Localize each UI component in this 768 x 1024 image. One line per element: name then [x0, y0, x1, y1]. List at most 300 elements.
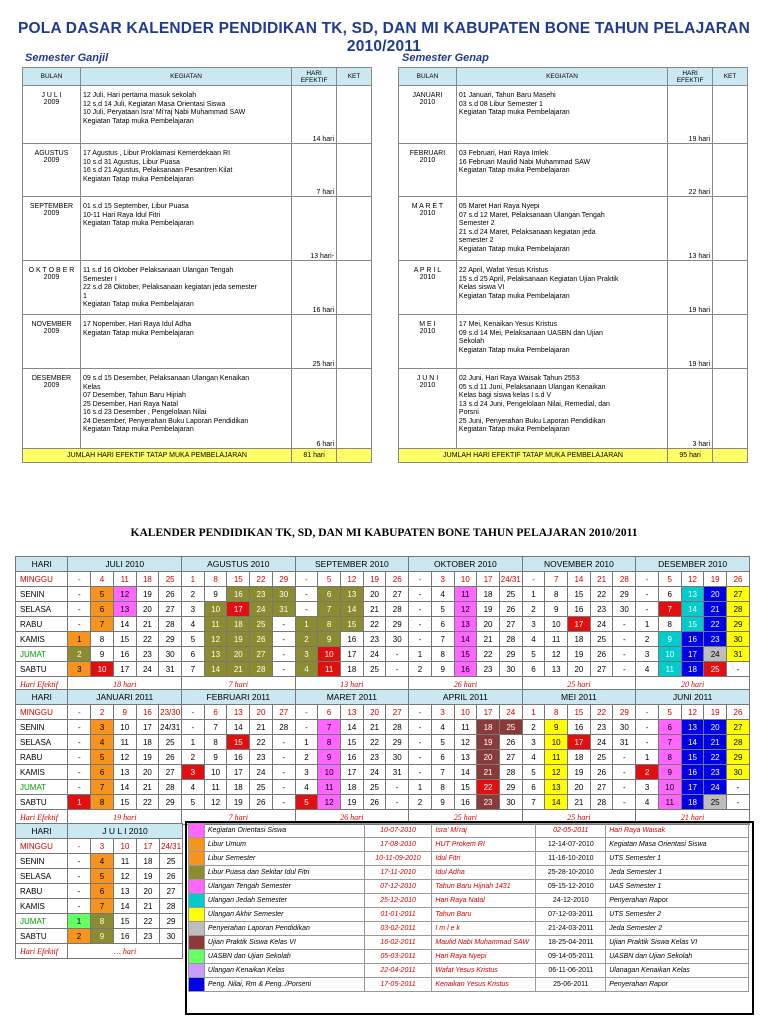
date-cell: 11 — [658, 795, 681, 810]
effective-days: 14 hari — [292, 86, 337, 144]
date-cell: 15 — [113, 632, 136, 647]
date-cell: 16 — [227, 587, 250, 602]
event-date: 25-28-10-2010 — [536, 866, 606, 880]
date-cell: 24 — [704, 780, 727, 795]
month-year: 2009 — [43, 99, 60, 106]
day-row — [16, 869, 183, 884]
date-cell: - — [68, 869, 91, 884]
date-cell: 16 — [454, 662, 477, 677]
date-cell: 2 — [182, 587, 205, 602]
date-cell: 31 — [272, 602, 295, 617]
calendar-title: KALENDER PENDIDIKAN TK, SD, DAN MI KABUPATEN BONE TAHUN PELAJARAN 2010/2011 — [130, 527, 638, 539]
date-cell: 30 — [499, 795, 522, 810]
date-cell: 2 — [295, 750, 318, 765]
date-cell: 3 — [91, 720, 114, 735]
date-cell: - — [272, 662, 295, 677]
total-row — [399, 449, 748, 463]
holiday-date: 16-02-2011 — [364, 936, 432, 950]
date-cell: 22 — [590, 587, 613, 602]
date-cell: 1 — [182, 572, 205, 587]
date-cell: 10 — [545, 617, 568, 632]
date-cell: 7 — [318, 602, 341, 617]
date-cell: 9 — [91, 647, 114, 662]
date-cell: 26 — [250, 632, 273, 647]
date-cell: 16 — [114, 929, 137, 944]
date-cell: 2 — [409, 662, 432, 677]
date-cell: 10 — [113, 720, 136, 735]
date-cell: 18 — [681, 662, 704, 677]
month-name: A P R I L — [413, 267, 442, 274]
activity-line: semester 2 — [458, 237, 494, 244]
legend-row — [189, 852, 749, 866]
date-cell: 30 — [386, 632, 409, 647]
date-cell: 26 — [386, 572, 409, 587]
activity-line: 22 April, Wafat Yesus Kristus — [458, 267, 549, 274]
legend-row — [189, 894, 749, 908]
date-cell: 25 — [159, 735, 182, 750]
day-name: JUMAT — [16, 780, 68, 795]
date-cell: 8 — [658, 617, 681, 632]
total-label: JUMLAH HARI EFEKTIF TATAP MUKA PEMBELAJARAN — [399, 449, 668, 463]
date-cell: 11 — [658, 662, 681, 677]
activity-line: 21 s.d 24 Maret, Pelaksanaan kegiatan jeda — [458, 228, 596, 236]
date-cell: 1 — [409, 647, 432, 662]
holiday-name: HUT Prokem RI — [432, 838, 536, 852]
legend-swatch — [189, 894, 205, 908]
event-name: UTS Semester 1 — [606, 852, 749, 866]
date-cell: 19 — [227, 795, 250, 810]
month-row — [399, 369, 748, 449]
effective-days: 18 hari — [68, 677, 182, 692]
effective-days: 19 hari — [668, 86, 713, 144]
date-cell: - — [272, 735, 295, 750]
date-cell: 25 — [363, 780, 386, 795]
date-cell: 9 — [318, 750, 341, 765]
date-cell: - — [613, 662, 636, 677]
month-cell — [399, 315, 457, 369]
date-cell: 18 — [477, 720, 500, 735]
date-cell: 23 — [137, 929, 160, 944]
activity-line: 15 s.d 25 April, Pelaksanaan Kegiatan Ujian Praktik — [458, 275, 619, 283]
date-cell: - — [182, 720, 205, 735]
date-cell: 13 — [681, 587, 704, 602]
event-date: 07-12-03-2011 — [536, 908, 606, 922]
activity-line: 1 — [82, 292, 87, 300]
date-cell: 14 — [545, 795, 568, 810]
date-cell: 22 — [704, 617, 727, 632]
date-cell: 7 — [522, 795, 545, 810]
date-cell: - — [68, 572, 91, 587]
event-date: 12-14-07-2010 — [536, 838, 606, 852]
date-cell: 6 — [204, 705, 227, 720]
legend-row — [189, 880, 749, 894]
date-cell: 4 — [431, 587, 454, 602]
month-cell — [23, 261, 81, 315]
day-row — [16, 765, 750, 780]
date-cell: 18 — [227, 780, 250, 795]
date-cell: 4 — [636, 662, 659, 677]
date-cell: - — [295, 587, 318, 602]
activities-cell — [456, 315, 667, 369]
date-cell: 12 — [318, 795, 341, 810]
date-cell: 4 — [522, 750, 545, 765]
date-cell: 9 — [318, 632, 341, 647]
day-name: KAMIS — [16, 632, 68, 647]
date-cell: 25 — [704, 662, 727, 677]
date-cell: 12 — [113, 587, 136, 602]
activity-line: Kegiatan Tatap muka Pembelajaran — [82, 426, 194, 433]
holiday-name: Isra' Mi'raj — [432, 824, 536, 838]
day-name: MINGGU — [16, 705, 68, 720]
date-cell: 28 — [159, 780, 182, 795]
activity-line: 13 s.d 24 Juni, Pengelolaan Nilai, Remedial, dan — [458, 400, 610, 408]
date-cell: 3 — [522, 617, 545, 632]
date-cell: 22 — [363, 735, 386, 750]
date-cell: 4 — [182, 617, 205, 632]
activity-line: Kelas bagi siswa kelas I s.d V — [458, 392, 552, 399]
date-cell: 15 — [340, 735, 363, 750]
date-cell: 8 — [431, 647, 454, 662]
month-year: 2009 — [43, 382, 60, 389]
ket-cell — [337, 197, 372, 261]
date-cell: 21 — [477, 765, 500, 780]
day-name: SELASA — [16, 869, 68, 884]
date-cell: - — [68, 839, 91, 854]
legend-label: UASBN dan Ujian Sekolah — [204, 950, 364, 964]
date-cell: 24 — [704, 647, 727, 662]
date-cell: - — [613, 765, 636, 780]
date-cell: 25 — [704, 795, 727, 810]
date-cell: 21 — [568, 795, 591, 810]
date-cell: 15 — [454, 647, 477, 662]
date-cell: 28 — [160, 899, 183, 914]
date-cell: 16 — [568, 720, 591, 735]
month-name: AGUSTUS — [34, 150, 69, 157]
effective-days: 3 hari — [668, 369, 713, 449]
month-header: JULI 2010 — [68, 557, 182, 572]
activity-line: Kegiatan Tatap muka Pembelajaran — [458, 292, 570, 300]
date-cell: 21 — [136, 780, 159, 795]
ket-cell — [713, 86, 748, 144]
col-ket: KET — [337, 68, 372, 86]
date-cell: 20 — [136, 765, 159, 780]
date-cell: - — [636, 705, 659, 720]
month-row — [399, 144, 748, 197]
date-cell: 20 — [704, 720, 727, 735]
month-row — [399, 315, 748, 369]
day-name: SABTU — [16, 795, 68, 810]
date-cell: 23 — [250, 750, 273, 765]
legend-label: Libur Puasa dan Sekitar Idul Fitri — [204, 866, 364, 880]
date-cell: - — [636, 602, 659, 617]
calendar-grid-3 — [15, 823, 183, 959]
date-cell: 17 — [227, 765, 250, 780]
date-cell: 31 — [386, 765, 409, 780]
date-cell: 10 — [204, 765, 227, 780]
day-name: SABTU — [16, 929, 68, 944]
date-cell: 24/31 — [160, 839, 183, 854]
date-cell: 5 — [182, 795, 205, 810]
holiday-date: 03-02-2011 — [364, 922, 432, 936]
date-cell: 23 — [704, 632, 727, 647]
date-cell: 29 — [159, 795, 182, 810]
date-cell: 23 — [363, 750, 386, 765]
date-cell: 13 — [681, 720, 704, 735]
date-cell: 7 — [545, 572, 568, 587]
legend-swatch — [189, 866, 205, 880]
date-cell: - — [272, 750, 295, 765]
legend-swatch — [189, 978, 205, 992]
legend-swatch — [189, 908, 205, 922]
date-cell: 25 — [250, 617, 273, 632]
activity-line: 01 s.d 15 September, Libur Puasa — [82, 203, 189, 210]
activities-cell — [80, 315, 291, 369]
date-cell: - — [636, 572, 659, 587]
date-cell: 2 — [636, 632, 659, 647]
date-cell: 19 — [568, 765, 591, 780]
date-cell: 21 — [136, 617, 159, 632]
holiday-name: Idul Fitri — [432, 852, 536, 866]
total-label: JUMLAH HARI EFEKTIF TATAP MUKA PEMBELAJARAN — [23, 449, 292, 463]
date-cell: 5 — [522, 765, 545, 780]
date-cell: 23 — [136, 647, 159, 662]
date-cell: 8 — [91, 914, 114, 929]
date-cell: 13 — [545, 780, 568, 795]
day-row — [16, 662, 750, 677]
month-header: JUNI 2011 — [636, 690, 750, 705]
date-cell: 26 — [159, 750, 182, 765]
month-row — [23, 86, 372, 144]
date-cell: 15 — [454, 780, 477, 795]
day-name: KAMIS — [16, 899, 68, 914]
legend-row — [189, 978, 749, 992]
date-cell: 4 — [182, 780, 205, 795]
activity-line: Kelas — [82, 383, 101, 391]
date-cell: 27 — [159, 765, 182, 780]
hari-efektif-label: Hari Efektif — [16, 944, 68, 959]
date-cell: 23 — [477, 795, 500, 810]
date-cell: 1 — [68, 914, 91, 929]
activity-line: 16 Februari Maulid Nabi Muhammad SAW — [458, 158, 591, 166]
date-cell: 6 — [658, 587, 681, 602]
activity-line: 03 Februari, Hari Raya Imlek — [458, 150, 549, 157]
effective-days: 7 hari — [292, 144, 337, 197]
holiday-date: 17-08-2010 — [364, 838, 432, 852]
date-cell: 22 — [590, 705, 613, 720]
total-ket — [337, 449, 372, 463]
activity-line: 01 Januari, Tahun Baru Masehi — [458, 92, 556, 99]
date-cell: 17 — [681, 647, 704, 662]
date-cell: - — [272, 765, 295, 780]
date-cell: 27 — [590, 662, 613, 677]
date-cell: 17 — [136, 720, 159, 735]
activity-line: 24 Desember, Penyerahan Buku Laporan Pendidikan — [82, 417, 249, 425]
date-cell: - — [613, 632, 636, 647]
legend-row — [189, 936, 749, 950]
month-year: 2010 — [419, 157, 436, 164]
month-year: 2009 — [43, 328, 60, 335]
date-cell: 4 — [91, 854, 114, 869]
date-cell: 2 — [522, 720, 545, 735]
date-cell: 5 — [522, 647, 545, 662]
activity-line: Semester 2 — [458, 220, 495, 227]
date-cell: 31 — [613, 735, 636, 750]
date-cell: 28 — [499, 632, 522, 647]
date-cell: 18 — [136, 735, 159, 750]
date-cell: 25 — [250, 780, 273, 795]
date-cell: 27 — [160, 884, 183, 899]
activity-line: 12 Juli, Hari pertama masuk sekolah — [82, 92, 197, 99]
date-cell: 16 — [681, 765, 704, 780]
date-cell: 5 — [295, 795, 318, 810]
date-cell: 18 — [137, 854, 160, 869]
date-cell: 12 — [204, 795, 227, 810]
date-cell: 5 — [658, 572, 681, 587]
date-cell: - — [386, 647, 409, 662]
date-cell: 5 — [91, 587, 114, 602]
col-hari-efektif: HARI EFEKTIF — [668, 68, 713, 86]
month-cell — [23, 315, 81, 369]
date-cell: - — [613, 647, 636, 662]
date-cell: 11 — [318, 780, 341, 795]
date-cell: 12 — [681, 572, 704, 587]
date-cell: 28 — [386, 602, 409, 617]
hari-header: HARI — [16, 690, 68, 705]
activity-line: Kegiatan Tatap muka Pembelajaran — [82, 329, 194, 337]
date-cell: 26 — [160, 869, 183, 884]
date-cell: - — [409, 735, 432, 750]
col-ket: KET — [713, 68, 748, 86]
date-cell: - — [613, 617, 636, 632]
date-cell: 27 — [386, 705, 409, 720]
effective-days: 21 hari — [636, 810, 750, 825]
effective-days: … hari — [68, 944, 183, 959]
activity-line: Kegiatan Tatap muka Pembelajaran — [82, 175, 194, 183]
date-cell: 24 — [250, 602, 273, 617]
date-cell: 5 — [91, 869, 114, 884]
date-cell: 13 — [545, 662, 568, 677]
day-name: SELASA — [16, 735, 68, 750]
date-cell: 13 — [454, 750, 477, 765]
day-name: SENIN — [16, 587, 68, 602]
event-name: Ulanagan Kenaikan Kelas — [606, 964, 749, 978]
date-cell: - — [272, 632, 295, 647]
date-cell: 26 — [727, 572, 750, 587]
effective-days: 7 hari — [182, 677, 296, 692]
date-cell: 31 — [727, 647, 750, 662]
ket-cell — [337, 261, 372, 315]
holiday-name: I m l e k — [432, 922, 536, 936]
day-row — [16, 795, 750, 810]
date-cell: 25 — [159, 572, 182, 587]
day-row — [16, 899, 183, 914]
legend-label: Ulangan Tengah Semester — [204, 880, 364, 894]
date-cell: 2 — [522, 602, 545, 617]
event-name: Kegiatan Masa Orientasi Siswa — [606, 838, 749, 852]
hari-efektif-label: Hari Efektif — [16, 677, 68, 692]
activity-line: 10 s.d 31 Agustus, Libur Puasa — [82, 158, 180, 166]
activity-line: Kegiatan Tatap muka Pembelajaran — [458, 167, 570, 174]
date-cell: 26 — [159, 587, 182, 602]
date-cell: 14 — [114, 899, 137, 914]
month-name: DESEMBER — [31, 375, 72, 382]
date-cell: - — [295, 602, 318, 617]
date-cell: 9 — [658, 765, 681, 780]
date-cell: 29 — [613, 705, 636, 720]
month-cell — [399, 197, 457, 261]
date-cell: 7 — [431, 632, 454, 647]
date-cell: 9 — [91, 929, 114, 944]
date-cell: 8 — [204, 572, 227, 587]
legend-swatch — [189, 936, 205, 950]
date-cell: 7 — [91, 617, 114, 632]
day-name: SELASA — [16, 602, 68, 617]
date-cell: 22 — [136, 632, 159, 647]
date-cell: - — [386, 662, 409, 677]
date-cell: 20 — [477, 617, 500, 632]
month-header-row — [16, 690, 750, 705]
date-cell: - — [68, 602, 91, 617]
date-cell: 5 — [318, 572, 341, 587]
activity-line: Semester I — [82, 275, 117, 283]
date-cell: 3 — [182, 765, 205, 780]
date-cell: - — [409, 587, 432, 602]
date-cell: 26 — [363, 795, 386, 810]
date-cell: 1 — [295, 735, 318, 750]
date-cell: 7 — [658, 602, 681, 617]
date-cell: 16 — [681, 632, 704, 647]
total-value: 81 hari — [292, 449, 337, 463]
date-cell: - — [68, 765, 91, 780]
event-date: 25-06-2011 — [536, 978, 606, 992]
ket-cell — [713, 369, 748, 449]
date-cell: 10 — [658, 647, 681, 662]
month-row — [23, 369, 372, 449]
month-year: 2010 — [419, 274, 436, 281]
date-cell: 27 — [499, 750, 522, 765]
activity-line: 05 Maret Hari Raya Nyepi — [458, 203, 540, 210]
activity-line: 17 Mei, Kenaikan Yesus Kristus — [458, 321, 557, 328]
activity-line: 03 s.d 08 Libur Semester 1 — [458, 100, 543, 108]
month-cell — [399, 144, 457, 197]
date-cell: 17 — [340, 647, 363, 662]
date-cell: 10 — [91, 662, 114, 677]
activity-line: 16 s.d 23 Desember , Pengelolaan Nilai — [82, 409, 207, 416]
date-cell: - — [636, 720, 659, 735]
month-header: MARET 2011 — [295, 690, 409, 705]
month-name: M E I — [419, 321, 436, 328]
date-cell: 9 — [545, 720, 568, 735]
day-row — [16, 632, 750, 647]
date-cell: 9 — [113, 705, 136, 720]
date-cell: 13 — [340, 587, 363, 602]
date-cell: - — [68, 899, 91, 914]
date-cell: 2 — [295, 632, 318, 647]
date-cell: 17 — [227, 602, 250, 617]
date-cell: 30 — [499, 662, 522, 677]
activity-line: Kelas siswa VI — [458, 284, 505, 291]
date-cell: 4 — [636, 795, 659, 810]
date-cell: 21 — [363, 720, 386, 735]
month-cell — [399, 86, 457, 144]
effective-days: 25 hari — [409, 810, 523, 825]
date-cell: 29 — [499, 647, 522, 662]
date-cell: 30 — [159, 647, 182, 662]
day-name: SENIN — [16, 854, 68, 869]
date-cell: 21 — [227, 662, 250, 677]
date-cell: 1 — [522, 587, 545, 602]
date-cell: - — [727, 662, 750, 677]
